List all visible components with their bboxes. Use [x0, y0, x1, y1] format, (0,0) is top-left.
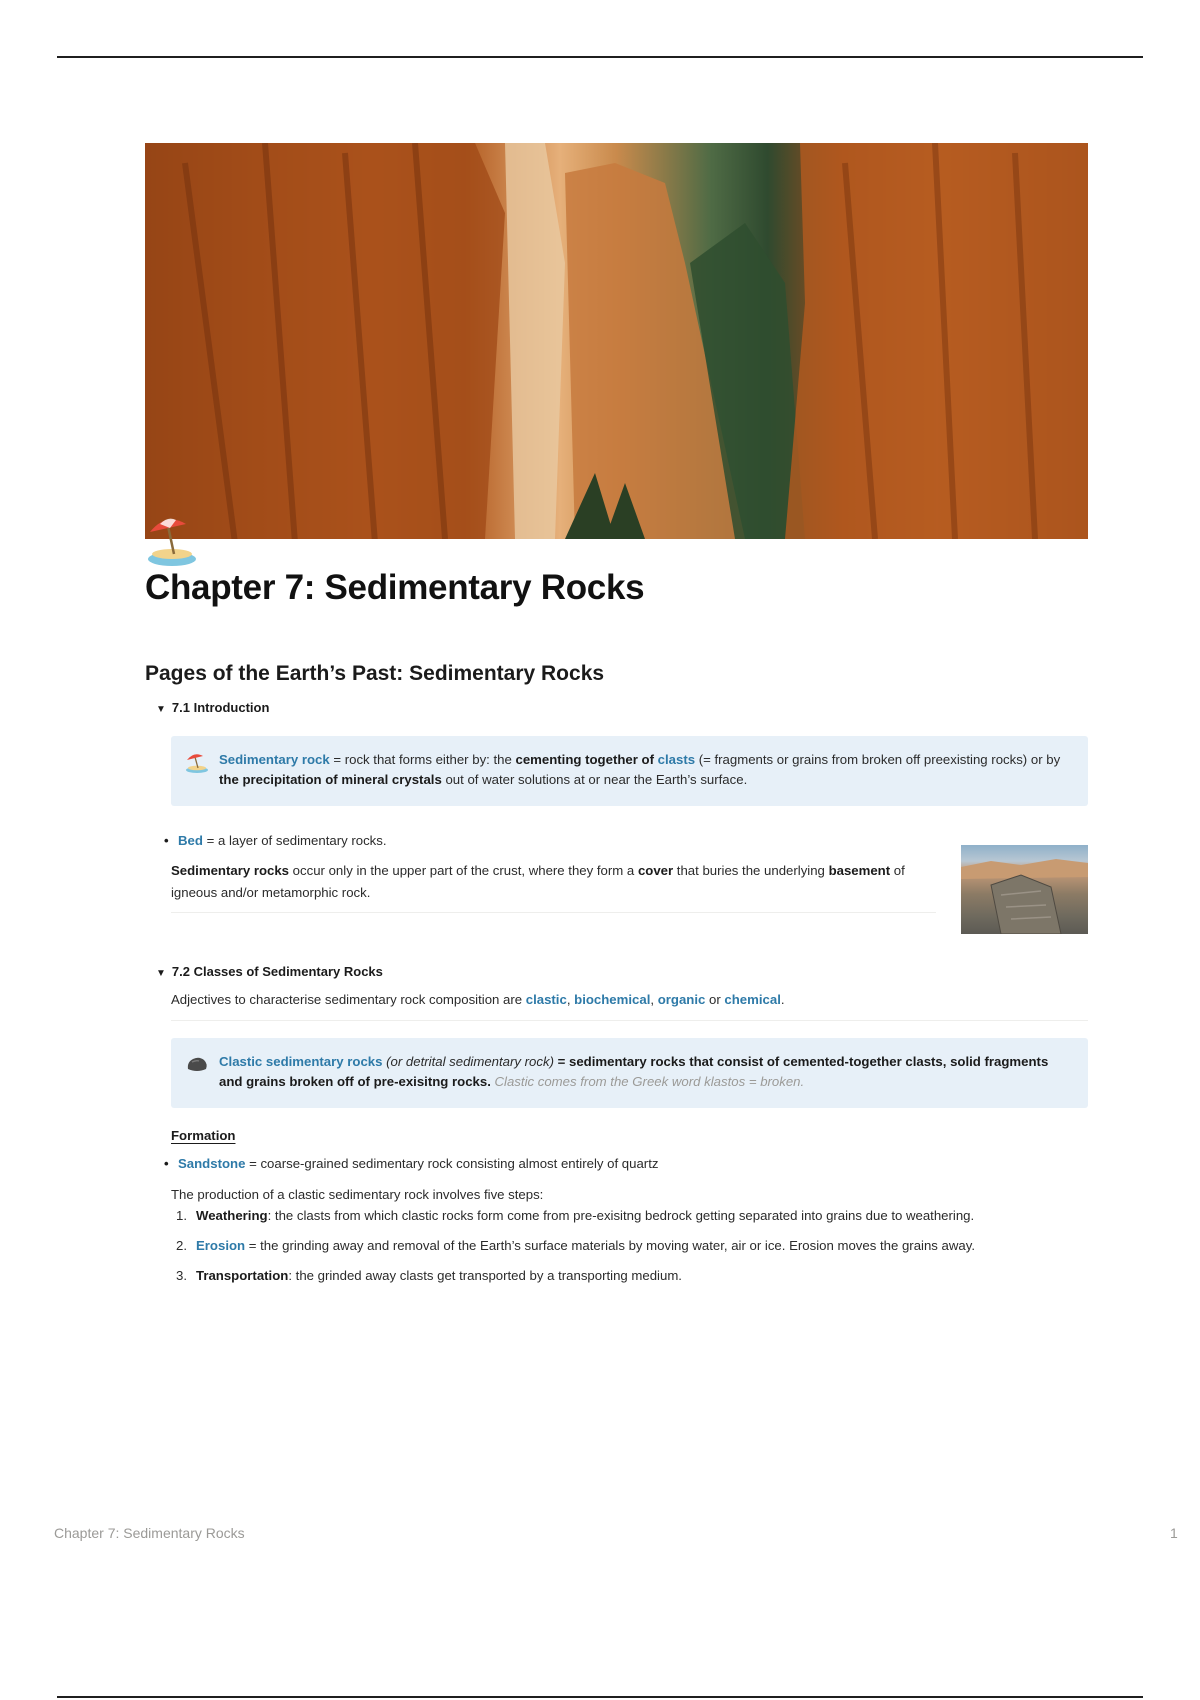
toggle-classes[interactable] — [156, 964, 383, 979]
para-text: , — [650, 992, 658, 1007]
bullet-bed — [178, 833, 387, 848]
callout-text: out of water solutions at or near the Earth’s surface. — [441, 772, 748, 787]
para-bold: cover — [637, 863, 674, 878]
list-number: 3. — [176, 1268, 187, 1283]
step-text: : the clasts from which clastic rocks form come from pre-exisitng bedrock getting separated into grains due to weathering. — [267, 1208, 975, 1223]
list-number: 2. — [176, 1238, 187, 1253]
sedimentary-layers-image — [961, 845, 1088, 934]
para-text: Adjectives to characterise sedimentary rock composition are — [171, 992, 526, 1007]
step-text: = the grinding away and removal of the Earth’s surface materials by moving water, air or ice. Erosion moves the grains away. — [245, 1238, 976, 1253]
bullet-text: = coarse-grained sedimentary rock consisting almost entirely of quartz — [245, 1156, 659, 1171]
beach-umbrella-icon — [185, 750, 209, 774]
footer-title: Chapter 7: Sedimentary Rocks — [54, 1525, 245, 1541]
toggle-label: 7.2 Classes of Sedimentary Rocks — [171, 964, 383, 979]
para-text: or — [705, 992, 725, 1007]
link-clasts[interactable]: clasts — [657, 752, 696, 767]
link-sandstone[interactable]: Sandstone — [178, 1156, 246, 1171]
callout-muted: Clastic comes from the Greek word klastos = broken. — [490, 1074, 805, 1089]
link-chemical[interactable]: chemical — [724, 992, 781, 1007]
list-item — [171, 1266, 1111, 1296]
callout-clastic-rocks — [171, 1038, 1088, 1108]
link-biochemical[interactable]: biochemical — [574, 992, 651, 1007]
para-text: that buries the underlying — [673, 863, 829, 878]
page-number: 1 — [1170, 1525, 1178, 1541]
list-number: 1. — [176, 1208, 187, 1223]
bullet-text: = a layer of sedimentary rocks. — [202, 833, 387, 848]
link-bed[interactable]: Bed — [178, 833, 203, 848]
list-item — [171, 1206, 1111, 1236]
callout-bold: cementing together of — [515, 752, 654, 767]
toggle-introduction[interactable] — [156, 700, 269, 715]
para-text: occur only in the upper part of the crust, where they form a — [289, 863, 638, 878]
steps-list — [171, 1206, 1111, 1296]
link-erosion[interactable]: Erosion — [196, 1238, 246, 1253]
list-item — [171, 1236, 1111, 1266]
callout-italic: (or detrital sedimentary rock) — [382, 1054, 554, 1069]
divider — [171, 912, 936, 913]
beach-umbrella-icon — [146, 512, 198, 568]
page-title: Chapter 7: Sedimentary Rocks — [145, 568, 645, 607]
page-subtitle: Pages of the Earth’s Past: Sedimentary Rocks — [145, 662, 605, 685]
step-text: : the grinded away clasts get transported by a transporting medium. — [288, 1268, 682, 1283]
divider — [171, 1020, 1088, 1021]
bullet-sandstone — [178, 1156, 658, 1171]
steps-intro: The production of a clastic sedimentary rock involves five steps: — [171, 1187, 544, 1202]
link-organic[interactable]: organic — [657, 992, 706, 1007]
triangle-down-icon: ▼ — [156, 704, 166, 715]
rock-icon — [185, 1052, 209, 1076]
callout-bold: the precipitation of mineral crystals — [219, 772, 442, 787]
step-term: Transportation — [196, 1268, 289, 1283]
paragraph-adjectives — [171, 989, 785, 1011]
callout-sedimentary-rock — [171, 736, 1088, 806]
term-clastic-sedimentary-rocks[interactable]: Clastic sedimentary rocks — [219, 1054, 383, 1069]
step-term: Weathering — [196, 1208, 268, 1223]
formation-heading: Formation — [171, 1128, 236, 1143]
para-text: . — [780, 992, 785, 1007]
link-clastic[interactable]: clastic — [525, 992, 567, 1007]
paragraph-sedimentary-rocks — [171, 860, 931, 904]
top-rule — [57, 56, 1143, 58]
cover-image — [145, 143, 1088, 539]
para-bold: Sedimentary rocks — [171, 863, 290, 878]
para-text: of igneous and/or metamorphic rock. — [171, 863, 905, 900]
para-bold: basement — [828, 863, 891, 878]
triangle-down-icon: ▼ — [156, 968, 166, 979]
callout-bold: = sedimentary rocks that consist of cemented-together clasts, solid fragments and grains broken off of pre-exisitng rocks. — [219, 1054, 1049, 1089]
term-sedimentary-rock[interactable]: Sedimentary rock — [219, 752, 330, 767]
toggle-label: 7.1 Introduction — [171, 700, 270, 715]
para-text: , — [566, 992, 575, 1007]
bottom-rule — [57, 1696, 1143, 1698]
callout-text: (= fragments or grains from broken off preexisting rocks) or by — [695, 752, 1061, 767]
callout-text: = rock that forms either by: the — [329, 752, 516, 767]
